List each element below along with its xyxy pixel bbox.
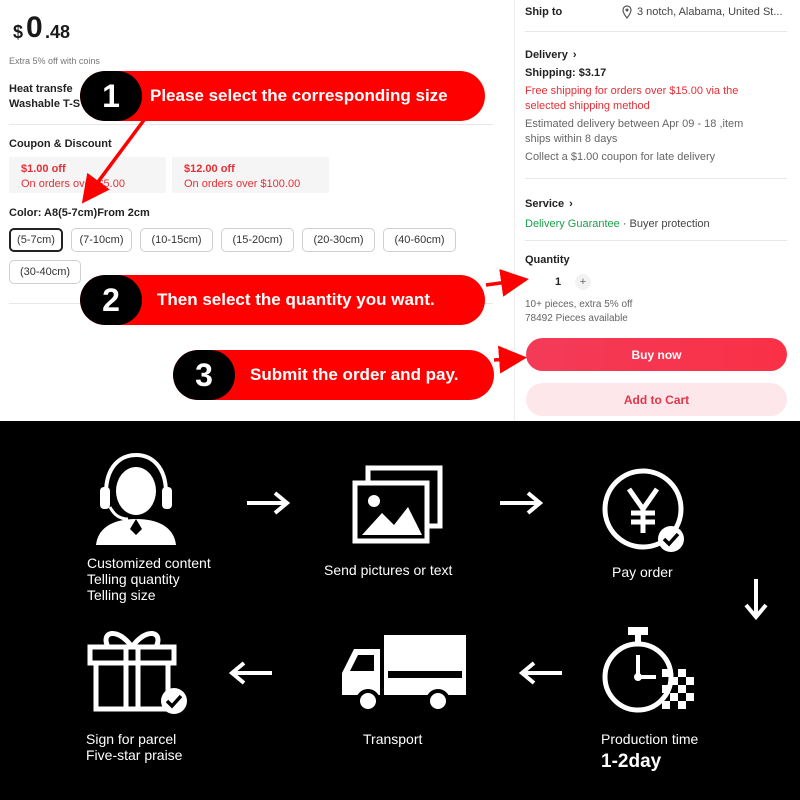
customize-line2: Telling quantity	[87, 571, 180, 587]
step-1-banner	[80, 71, 485, 121]
coupon-amount: $1.00 off	[21, 163, 66, 175]
size-option[interactable]: (20-30cm)	[302, 228, 375, 252]
free-shipping-line2: selected shipping method	[525, 100, 650, 112]
quantity-heading: Quantity	[525, 254, 570, 266]
arrow-right-icon	[245, 491, 291, 515]
arrow-to-quantity	[486, 280, 522, 285]
coins-note: Extra 5% off with coins	[9, 56, 100, 66]
estimated-delivery-line1: Estimated delivery between Apr 09 - 18 ,item	[525, 118, 744, 130]
step-number: 3	[173, 350, 235, 400]
step-2-banner	[80, 275, 485, 325]
step-production-label: Production time	[601, 731, 699, 747]
add-to-cart-button[interactable]: Add to Cart	[526, 383, 787, 416]
step-sign-label	[86, 731, 182, 763]
estimated-delivery-line2: ships within 8 days	[525, 133, 618, 145]
buy-now-button[interactable]: Buy now	[526, 338, 787, 371]
pictures-icon	[352, 465, 444, 545]
shipping-cost: Shipping: $3.17	[525, 67, 607, 79]
pieces-available: 78492 Pieces available	[525, 313, 628, 324]
production-days: 1-2day	[601, 751, 662, 772]
process-panel	[0, 421, 800, 800]
color-label: Color: A8(5-7cm)From 2cm	[9, 207, 150, 219]
arrow-left-icon	[518, 661, 564, 685]
product-title-line2: Washable T-S	[9, 98, 81, 110]
size-option[interactable]: (5-7cm)	[9, 228, 63, 252]
chevron-right-icon: ›	[569, 198, 573, 210]
quantity-value[interactable]: 1	[555, 276, 562, 288]
ship-location[interactable]: 3 notch, Alabama, United St...	[637, 6, 783, 18]
size-option[interactable]: (10-15cm)	[140, 228, 213, 252]
delivery-truck-icon	[340, 633, 468, 719]
step-customize-label	[87, 555, 211, 603]
step-number: 2	[80, 275, 142, 325]
delivery-heading: Delivery	[525, 49, 568, 61]
step-text: Submit the order and pay.	[250, 365, 459, 384]
gift-check-icon	[86, 625, 190, 717]
step-send-label: Send pictures or text	[324, 562, 453, 578]
product-title-line1: Heat transfe	[9, 83, 73, 95]
buyer-protection: · Buyer protection	[619, 218, 710, 230]
step-number: 1	[80, 71, 142, 121]
free-shipping-line1: Free shipping for orders over $15.00 via the	[525, 85, 739, 97]
ship-to-label: Ship to	[525, 6, 563, 18]
size-option[interactable]: (7-10cm)	[71, 228, 132, 252]
step-text: Then select the quantity you want.	[157, 290, 435, 309]
step-3-banner	[173, 350, 494, 400]
size-option[interactable]: (30-40cm)	[9, 260, 81, 284]
stopwatch-icon	[600, 625, 696, 721]
delivery-guarantee: Delivery Guarantee	[525, 218, 620, 230]
yen-check-icon	[601, 467, 689, 555]
coupon-condition: On orders over $5.00	[21, 178, 125, 190]
arrow-to-size	[86, 112, 150, 198]
price-currency: $	[13, 22, 24, 42]
sign-line2: Five-star praise	[86, 747, 183, 763]
arrow-right-icon	[498, 491, 544, 515]
size-option[interactable]: (15-20cm)	[221, 228, 294, 252]
arrow-to-buy	[494, 358, 520, 360]
coupon-heading: Coupon & Discount	[9, 138, 112, 150]
step-text: Please select the corresponding size	[150, 86, 448, 105]
step-transport-label: Transport	[363, 731, 423, 747]
headset-agent-icon	[92, 449, 180, 545]
sign-line1: Sign for parcel	[86, 731, 177, 747]
chevron-right-icon: ›	[572, 49, 577, 61]
step-pay-label: Pay order	[612, 564, 673, 580]
service-heading: Service	[525, 198, 565, 210]
arrow-left-icon	[228, 661, 274, 685]
arrow-down-icon	[743, 577, 769, 621]
coupon-amount: $12.00 off	[184, 163, 235, 175]
late-delivery-coupon: Collect a $1.00 coupon for late delivery	[525, 151, 716, 163]
quantity-discount-note: 10+ pieces, extra 5% off	[525, 299, 633, 310]
customize-line3: Telling size	[87, 587, 156, 603]
customize-line1: Customized content	[87, 555, 211, 571]
quantity-plus-button[interactable]: +	[575, 274, 591, 290]
coupon-condition: On orders over $100.00	[184, 178, 301, 190]
size-option[interactable]: (40-60cm)	[383, 228, 456, 252]
price-integer: 0	[26, 11, 43, 44]
price-decimal: .48	[45, 22, 71, 42]
